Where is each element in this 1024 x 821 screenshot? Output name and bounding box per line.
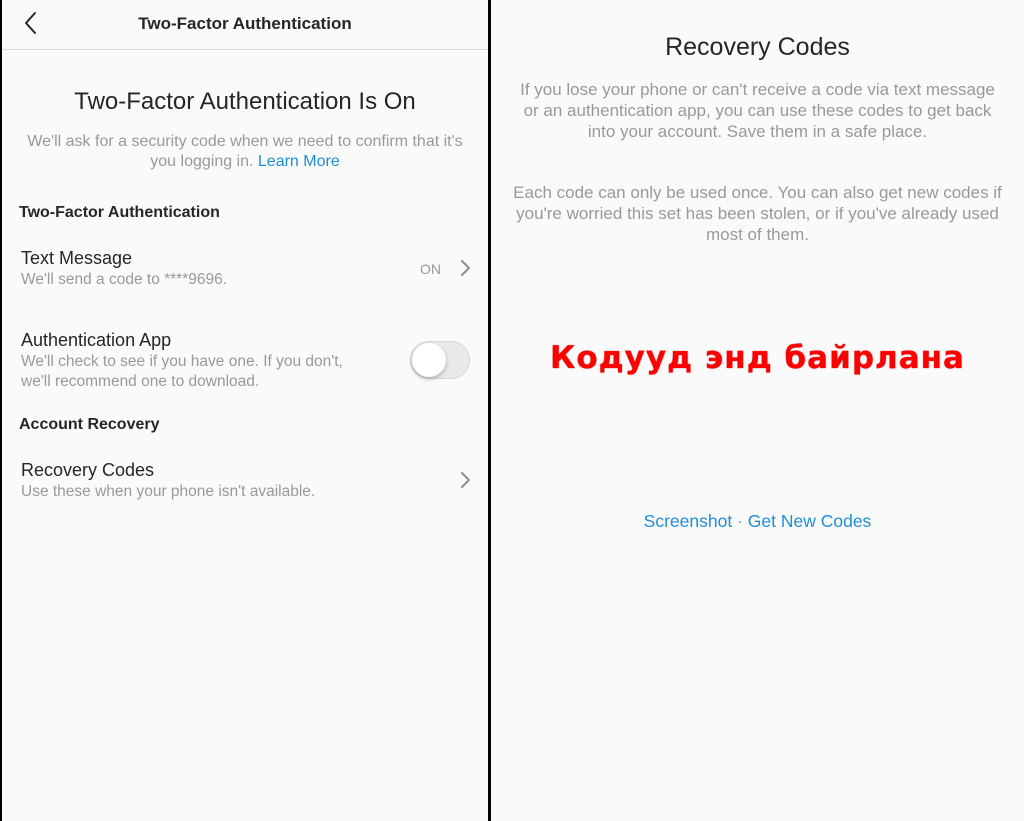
link-separator: ·	[737, 511, 743, 531]
recovery-codes-row[interactable]	[2, 452, 488, 512]
get-new-codes-link[interactable]: Get New Codes	[747, 511, 872, 531]
recovery-codes-paragraph-2: Each code can only be used once. You can also get new codes if you're worried this set has been stolen, or if you've already used most of them.	[513, 183, 1002, 244]
recovery-codes-subtitle: Use these when your phone isn't available.	[21, 483, 316, 500]
status-description-text: We'll ask for a security code when we need to confirm that it's you logging in.	[27, 133, 463, 170]
section-header-account-recovery: Account Recovery	[19, 416, 160, 433]
authentication-app-toggle[interactable]	[410, 341, 470, 379]
screenshot-link[interactable]: Screenshot	[643, 511, 733, 531]
nav-title: Two-Factor Authentication	[138, 14, 352, 33]
recovery-codes-paragraph-1: If you lose your phone or can't receive a code via text message or an authentication app, you can use these codes to get back into your account. Save them in a safe place.	[520, 80, 995, 141]
text-message-title: Text Message	[21, 248, 133, 268]
recovery-actions	[491, 511, 1024, 532]
codes-placeholder-overlay: Кодууд энд байрлана	[550, 340, 965, 376]
text-message-status: ON	[420, 261, 441, 277]
learn-more-link[interactable]: Learn More	[257, 153, 340, 170]
text-message-row[interactable]	[2, 240, 488, 300]
chevron-right-icon	[458, 259, 472, 277]
section-header-two-factor: Two-Factor Authentication	[19, 204, 220, 221]
chevron-right-icon	[458, 471, 472, 489]
two-factor-settings-screen	[2, 0, 488, 821]
text-message-subtitle: We'll send a code to ****9696.	[21, 271, 228, 288]
authentication-app-title: Authentication App	[21, 330, 172, 350]
status-heading: Two-Factor Authentication Is On	[74, 88, 416, 115]
toggle-knob	[412, 343, 446, 377]
recovery-codes-title: Recovery Codes	[21, 460, 155, 480]
recovery-codes-screen	[491, 0, 1024, 821]
status-description	[22, 132, 468, 172]
authentication-app-subtitle-line1: We'll check to see if you have one. If you don't,	[21, 353, 343, 370]
navigation-bar	[2, 0, 488, 50]
authentication-app-subtitle-line2: we'll recommend one to download.	[21, 373, 260, 390]
recovery-codes-heading: Recovery Codes	[665, 33, 850, 61]
